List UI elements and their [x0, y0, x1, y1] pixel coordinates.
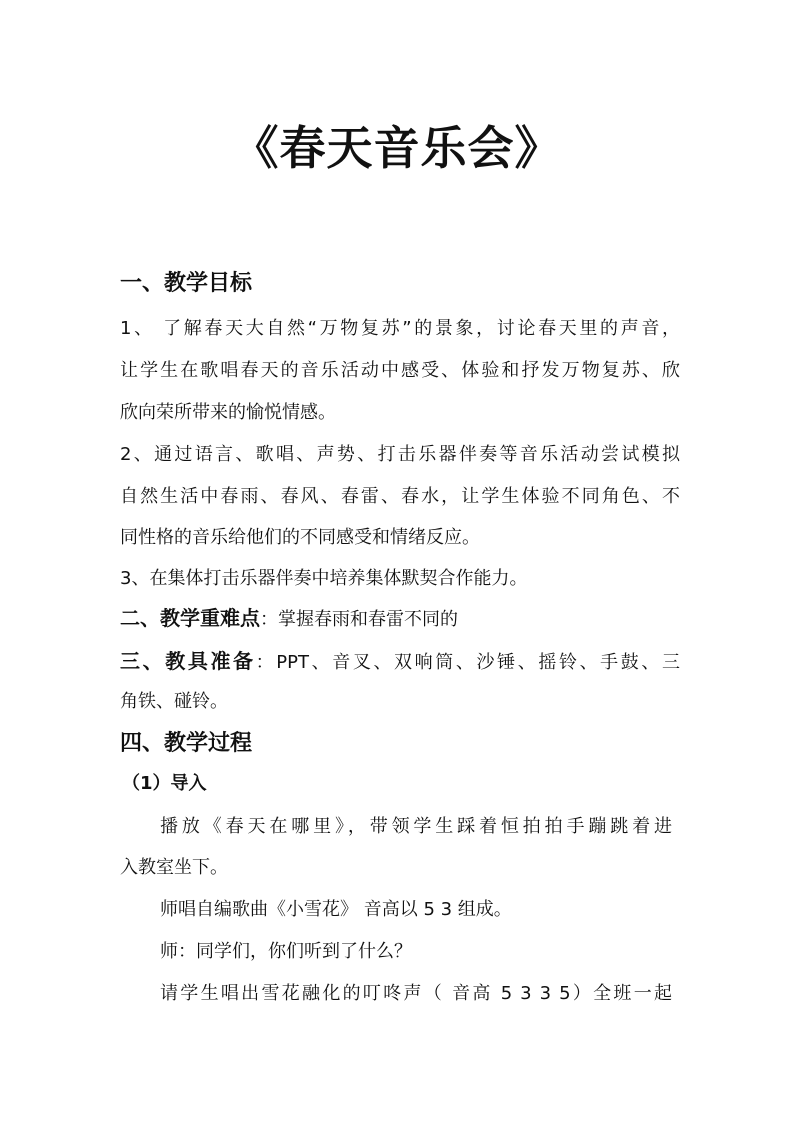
goal-2-line-2: 自然生活中春雨、春风、春雷、春水，让学生体验不同角色、不 [120, 486, 680, 507]
intro-para-2: 师唱自编歌曲《小雪花》 音高以 5 3 组成。 [160, 899, 512, 920]
document-title: 《春天音乐会》 [232, 121, 562, 175]
section-key-points [120, 606, 680, 632]
materials-text-line-2: 角铁、碰铃。 [120, 691, 228, 712]
materials-text: PPT、音叉、双响筒、沙锤、摇铃、手鼓、三 [276, 652, 681, 673]
section-heading-process: 四、教学过程 [120, 731, 253, 756]
materials-colon: ： [255, 652, 277, 673]
intro-para-1-line-1: 播放《春天在哪里》，带领学生踩着恒拍拍手蹦跳着进 [160, 816, 672, 837]
goal-2-line-3: 同性格的音乐给他们的不同感受和情绪反应。 [120, 527, 480, 548]
materials-label: 三、教具准备 [120, 649, 256, 673]
key-points-colon: ： [260, 609, 278, 630]
section-heading-goals: 一、教学目标 [120, 271, 253, 296]
intro-para-3: 师：同学们，你们听到了什么？ [160, 941, 412, 962]
goal-3: 3、在集体打击乐器伴奏中培养集体默契合作能力。 [120, 568, 528, 589]
key-points-label: 二、教学重难点 [120, 606, 260, 630]
section-materials [120, 649, 680, 675]
goal-1-line-1: 1、 了解春天大自然“万物复苏”的景象，讨论春天里的声音， [120, 318, 680, 339]
intro-para-1-line-2: 入教室坐下。 [120, 857, 228, 878]
subsection-intro: （1）导入 [122, 773, 207, 794]
goal-1-line-3: 欣向荣所带来的愉悦情感。 [120, 402, 336, 423]
goal-2-line-1: 2、通过语言、歌唱、声势、打击乐器伴奏等音乐活动尝试模拟 [120, 444, 680, 465]
key-points-text: 掌握春雨和春雷不同的 [278, 609, 458, 630]
goal-1-line-2: 让学生在歌唱春天的音乐活动中感受、体验和抒发万物复苏、欣 [120, 360, 680, 381]
intro-para-4: 请学生唱出雪花融化的叮咚声（ 音高 5 3 3 5）全班一起 [160, 983, 672, 1004]
